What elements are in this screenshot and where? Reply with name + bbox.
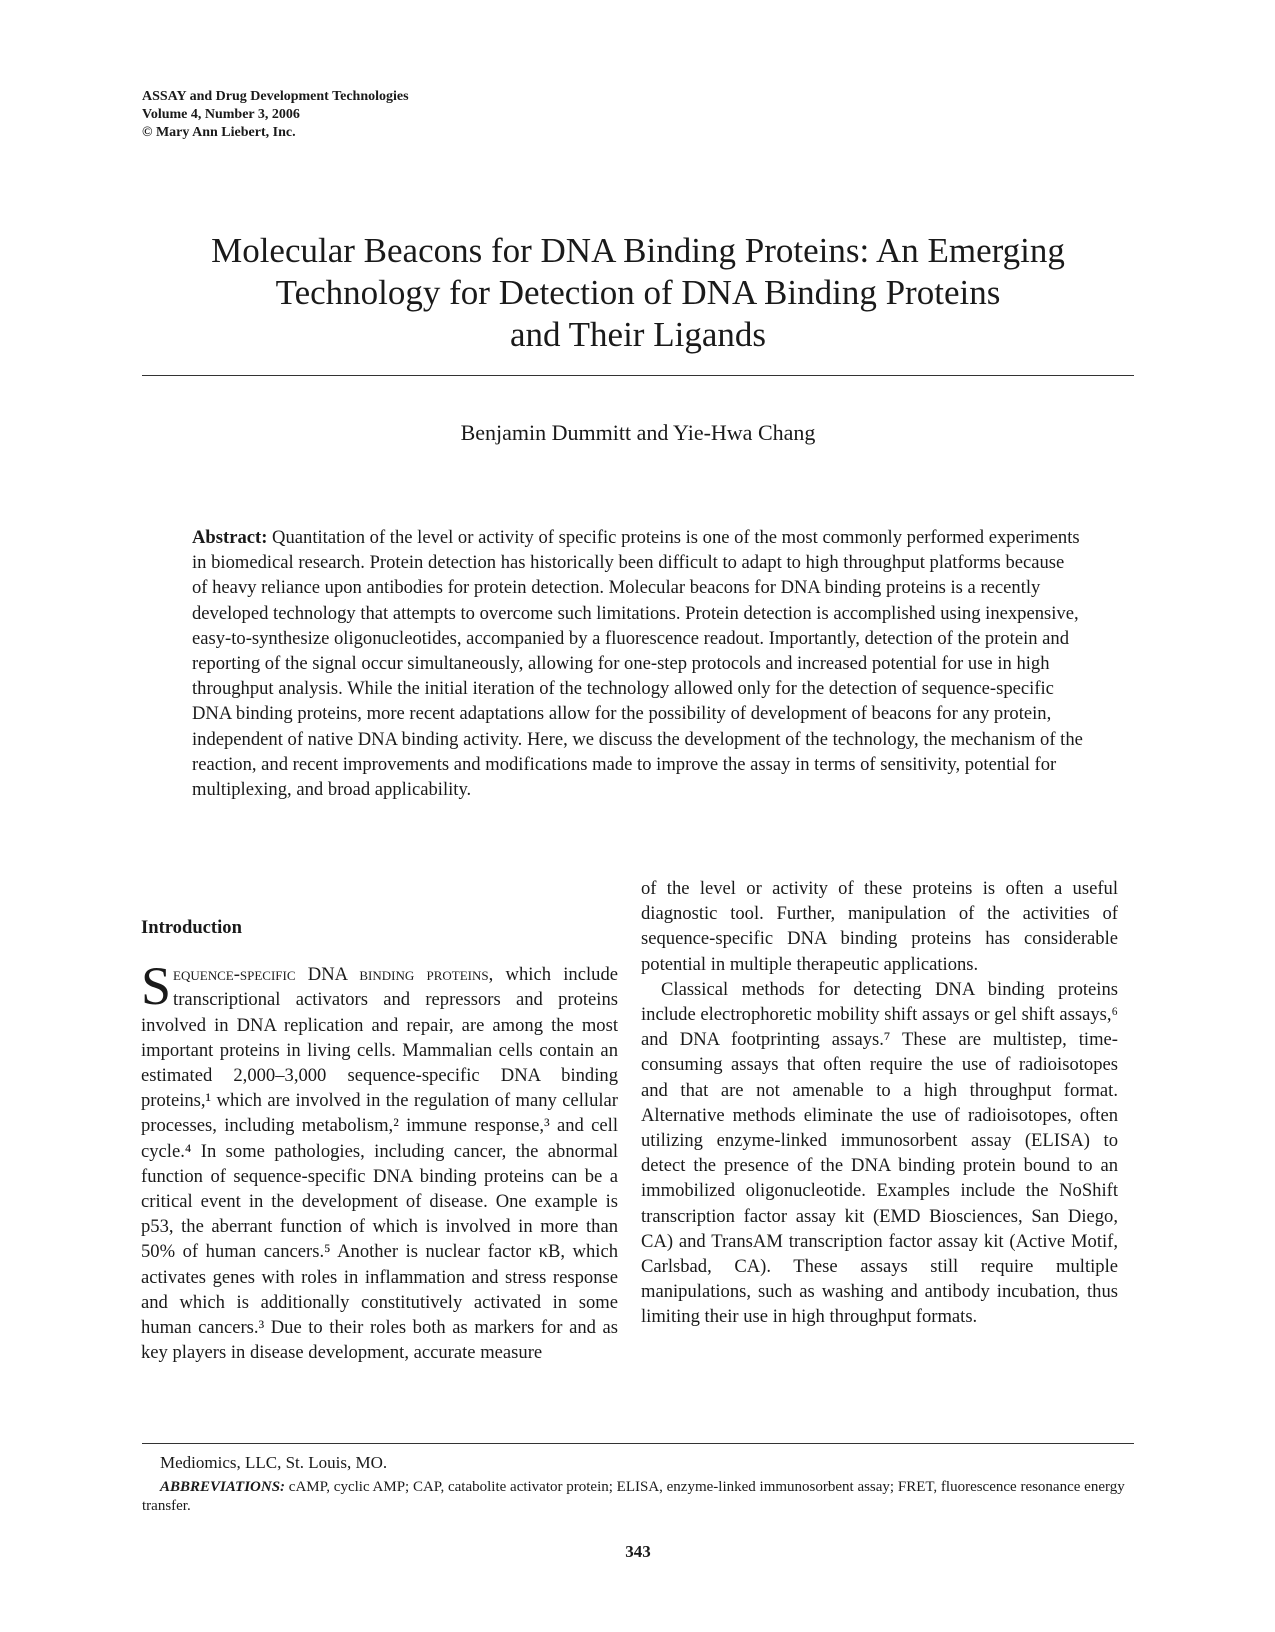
abstract	[192, 525, 1084, 802]
abbreviations-text: cAMP, cyclic AMP; CAP, catabolite activator protein; ELISA, enzyme-linked immunosorbent assay; FRET, fluorescence resonance energy transfer.	[142, 1479, 1125, 1514]
journal-header	[142, 88, 409, 142]
page-number: 343	[625, 1542, 651, 1561]
drop-cap: S	[141, 956, 172, 1017]
abbreviations-label: ABBREVIATIONS:	[160, 1479, 286, 1495]
lead-dna: DNA	[295, 964, 360, 986]
journal-volume: Volume 4, Number 3, 2006	[142, 107, 300, 122]
article-title	[142, 230, 1134, 356]
title-line: Technology for Detection of DNA Binding Proteins	[275, 273, 1001, 312]
intro-paragraph-1-text: , which include transcriptional activators and repressors and proteins involved in DNA replication and repair, are among the most important proteins in living cells. Mammalian cells contain an estimated 2,000–3,000 sequence-specific DNA binding proteins,¹ which are involved in the regulation of many cellular processes, including metabolism,² immune response,³ and cell cycle.⁴ In some pathologies, including cancer, the abnormal function of sequence-specific DNA binding proteins can be a critical event in the development of disease. One example is p53, the aberrant function of which is involved in more than 50% of human cancers.⁵ Another is nuclear factor κB, which activates genes with roles in inflammation and stress response and which is additionally constitutively activated in some human cancers.³ Due to their roles both as markers for and as key players in disease development, accurate measure	[141, 964, 618, 1364]
intro-paragraph-1-continued: of the level or activity of these proteins is often a useful diagnostic tool. Further, manipulation of the activities of sequence-specific DNA binding proteins has considerable potential in multiple therapeutic applications.	[641, 878, 1118, 975]
title-line: Molecular Beacons for DNA Binding Proteins: An Emerging	[211, 231, 1065, 270]
lead-smallcaps: equence-specific	[173, 964, 296, 986]
abstract-text: Quantitation of the level or activity of specific proteins is one of the most commonly performed experiments in biomedical research. Protein detection has historically been difficult to adapt to high throughput platforms because of heavy reliance upon antibodies for protein detection. Molecular beacons for DNA binding proteins is a recently developed technology that attempts to overcome such limitations. Protein detection is accomplished using inexpensive, easy-to-synthesize oligonucleotides, accompanied by a fluorescence readout. Importantly, detection of the protein and reporting of the signal occur simultaneously, allowing for one-step protocols and increased potential for use in high throughput analysis. While the initial iteration of the technology allowed only for the detection of sequence-specific DNA binding proteins, more recent adaptations allow for the possibility of development of beacons for any protein, independent of native DNA binding activity. Here, we discuss the development of the technology, the mechanism of the reaction, and recent improvements and modifications made to improve the assay in terms of sensitivity, potential for multiplexing, and broad applicability.	[192, 527, 1083, 801]
intro-paragraph-2: Classical methods for detecting DNA binding proteins include electrophoretic mobility shift assays or gel shift assays,⁶ and DNA footprinting assays.⁷ These are multistep, time-consuming assays that often require the use of radioisotopes and that are not amenable to a high throughput format. Alternative methods eliminate the use of radioisotopes, often utilizing enzyme-linked immunosorbent assay (ELISA) to detect the presence of the DNA binding protein bound to an immobilized oligonucleotide. Examples include the NoShift transcription factor assay kit (EMD Biosciences, San Diego, CA) and TransAM transcription factor assay kit (Active Motif, Carlsbad, CA). These assays still require multiple manipulations, such as washing and antibody incubation, thus limiting their use in high throughput formats.	[641, 978, 1118, 1328]
left-column	[141, 915, 618, 1365]
abbreviations	[142, 1478, 1134, 1516]
title-rule	[142, 375, 1134, 376]
title-line: and Their Ligands	[510, 315, 766, 354]
lead-smallcaps-2: binding proteins	[359, 964, 489, 986]
affiliation: Mediomics, LLC, St. Louis, MO.	[160, 1453, 388, 1472]
authors: Benjamin Dummitt and Yie-Hwa Chang	[460, 420, 816, 445]
footnote-rule	[142, 1443, 1134, 1444]
journal-copyright: © Mary Ann Liebert, Inc.	[142, 125, 296, 140]
intro-paragraph-1	[141, 956, 618, 1365]
abstract-label: Abstract:	[192, 527, 268, 548]
journal-name: ASSAY and Drug Development Technologies	[142, 89, 409, 104]
section-heading: Introduction	[141, 917, 242, 938]
right-column	[641, 876, 1118, 1330]
